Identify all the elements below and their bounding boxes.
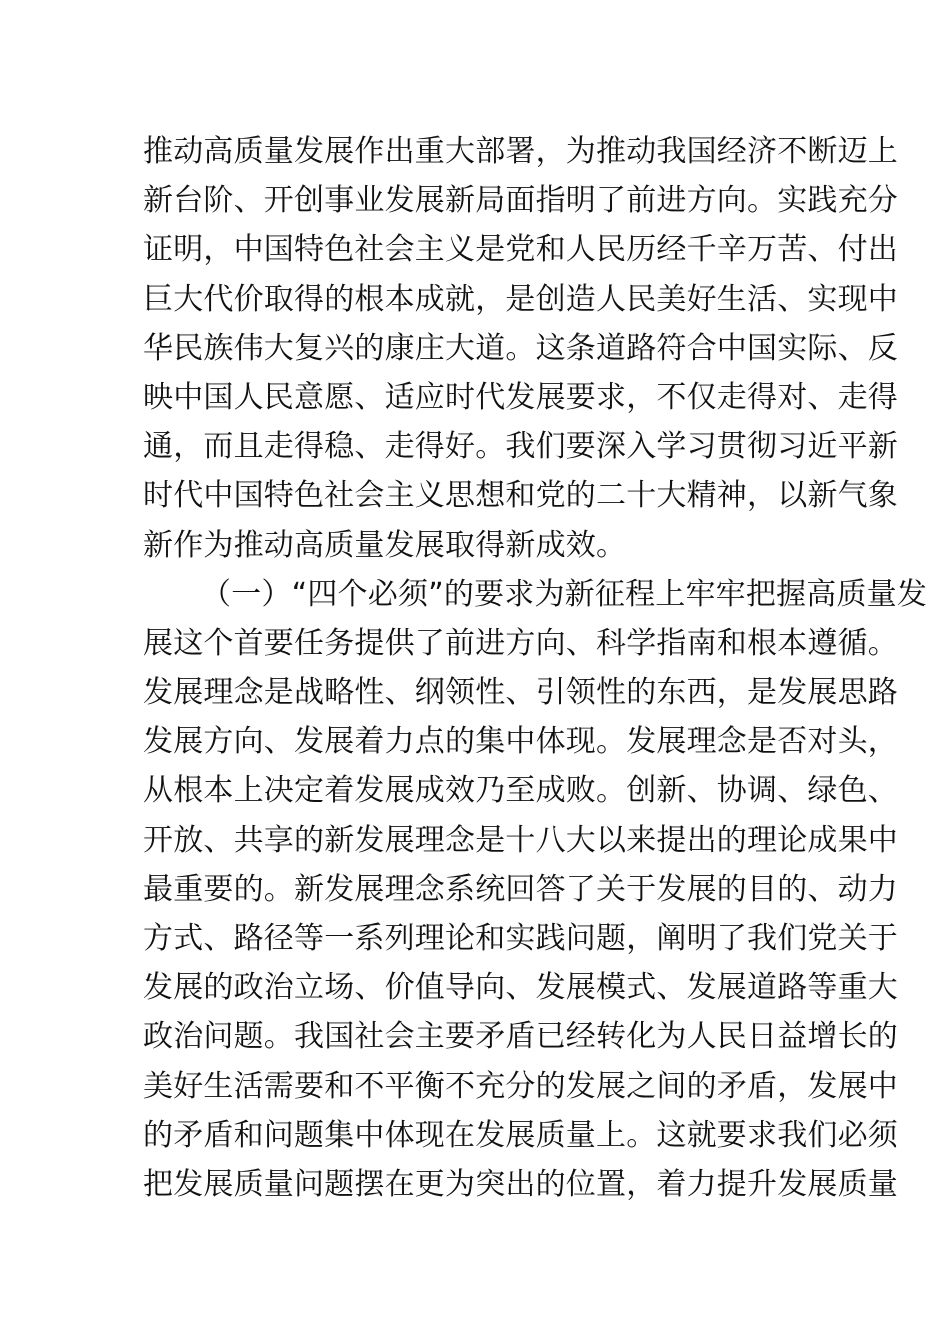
text-line: 映中国人民意愿、适应时代发展要求，不仅走得对、走得 bbox=[143, 379, 898, 415]
text-line: 方式、路径等一系列理论和实践问题，阐明了我们党关于 bbox=[143, 921, 898, 956]
text-line: 推动高质量发展作出重大部署，为推动我国经济不断迈上 bbox=[143, 134, 898, 169]
text-line: 通，而且走得稳、走得好。我们要深入学习贯彻习近平新 bbox=[143, 429, 898, 465]
text-line: 时代中国特色社会主义思想和党的二十大精神，以新气象 bbox=[143, 478, 898, 514]
text-line: 新台阶、开创事业发展新局面指明了前进方向。实践充分 bbox=[143, 183, 898, 219]
text-line: 开放、共享的新发展理念是十八大以来提出的理论成果中 bbox=[143, 822, 898, 858]
text-line: 把发展质量问题摆在更为突出的位置，着力提升发展质量 bbox=[143, 1166, 898, 1202]
text-line: 展这个首要任务提供了前进方向、科学指南和根本遵循。 bbox=[143, 625, 898, 661]
text-line: 发展的政治立场、价值导向、发展模式、发展道路等重大 bbox=[143, 970, 898, 1006]
text-line: 巨大代价取得的根本成就，是创造人民美好生活、实现中 bbox=[143, 281, 898, 317]
text-line: 最重要的。新发展理念系统回答了关于发展的目的、动力 bbox=[143, 871, 898, 907]
body-text bbox=[143, 127, 928, 1209]
text-line: 新作为推动高质量发展取得新成效。 bbox=[143, 527, 627, 563]
text-line: 证明，中国特色社会主义是党和人民历经千辛万苦、付出 bbox=[143, 232, 898, 268]
text-line: 美好生活需要和不平衡不充分的发展之间的矛盾，发展中 bbox=[143, 1068, 898, 1104]
text-line: 华民族伟大复兴的康庄大道。这条道路符合中国实际、反 bbox=[143, 330, 898, 366]
text-line: 发展理念是战略性、纲领性、引领性的东西，是发展思路 bbox=[143, 675, 898, 711]
section-heading-line: （一）“四个必须”的要求为新征程上牢牢把握高质量发 bbox=[201, 576, 928, 612]
text-line: 从根本上决定着发展成效乃至成败。创新、协调、绿色、 bbox=[143, 773, 898, 809]
text-line: 政治问题。我国社会主要矛盾已经转化为人民日益增长的 bbox=[143, 1019, 898, 1055]
text-line: 的矛盾和问题集中体现在发展质量上。这就要求我们必须 bbox=[143, 1117, 898, 1153]
text-line: 发展方向、发展着力点的集中体现。发展理念是否对头， bbox=[143, 724, 898, 760]
